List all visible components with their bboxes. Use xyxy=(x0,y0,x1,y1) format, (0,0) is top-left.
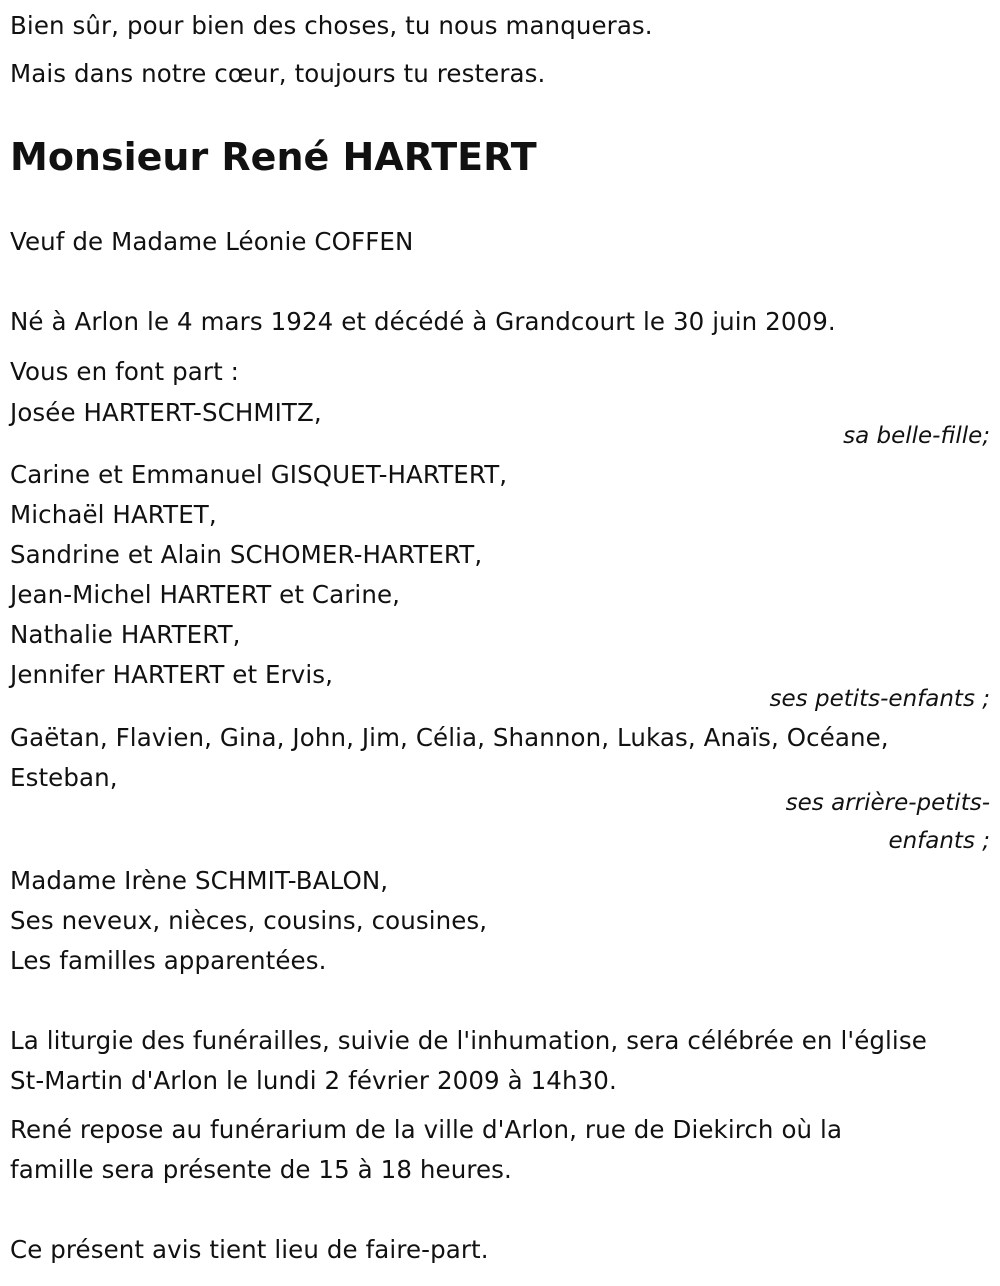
liturgy-line-2: St-Martin d'Arlon le lundi 2 février 2009 à 14h30. xyxy=(10,1066,617,1095)
spouse-line: Veuf de Madame Léonie COFFEN xyxy=(10,227,414,256)
grandchild-line: Jennifer HARTERT et Ervis, xyxy=(10,660,334,689)
daughter-in-law-name: Josée HARTERT-SCHMITZ, xyxy=(10,398,322,427)
great-grandchildren-line-2: Esteban, xyxy=(10,763,118,792)
grandchild-line: Michaël HARTET, xyxy=(10,500,217,529)
deceased-name: Monsieur René HARTERT xyxy=(10,135,537,179)
liturgy-line-1: La liturgie des funérailles, suivie de l'inhumation, sera célébrée en l'église xyxy=(10,1026,927,1055)
birth-death-line: Né à Arlon le 4 mars 1924 et décédé à Grandcourt le 30 juin 2009. xyxy=(10,307,836,336)
announcers-intro: Vous en font part : xyxy=(10,357,240,386)
rest-location-line-2: famille sera présente de 15 à 18 heures. xyxy=(10,1155,512,1184)
footer-note: Ce présent avis tient lieu de faire-part. xyxy=(10,1235,489,1264)
grandchild-line: Nathalie HARTERT, xyxy=(10,620,241,649)
epigraph-line-2: Mais dans notre cœur, toujours tu resteras. xyxy=(10,59,546,88)
great-grandchildren-relation-line-1: ses arrière-petits- xyxy=(785,790,990,816)
great-grandchildren-relation-line-2: enfants ; xyxy=(888,828,990,854)
grandchild-line: Jean-Michel HARTERT et Carine, xyxy=(10,580,401,609)
daughter-in-law-relation: sa belle-fille; xyxy=(843,423,990,449)
other-announcer-line: Ses neveux, nièces, cousins, cousines, xyxy=(10,906,488,935)
great-grandchildren-line-1: Gaëtan, Flavien, Gina, John, Jim, Célia, Shannon, Lukas, Anaïs, Océane, xyxy=(10,723,889,752)
other-announcer-line: Les familles apparentées. xyxy=(10,946,327,975)
rest-location-line-1: René repose au funérarium de la ville d'Arlon, rue de Diekirch où la xyxy=(10,1115,843,1144)
grandchild-line: Carine et Emmanuel GISQUET-HARTERT, xyxy=(10,460,508,489)
other-announcer-line: Madame Irène SCHMIT-BALON, xyxy=(10,866,389,895)
grandchildren-relation: ses petits-enfants ; xyxy=(769,686,990,712)
epigraph-line-1: Bien sûr, pour bien des choses, tu nous manqueras. xyxy=(10,11,653,40)
grandchild-line: Sandrine et Alain SCHOMER-HARTERT, xyxy=(10,540,483,569)
